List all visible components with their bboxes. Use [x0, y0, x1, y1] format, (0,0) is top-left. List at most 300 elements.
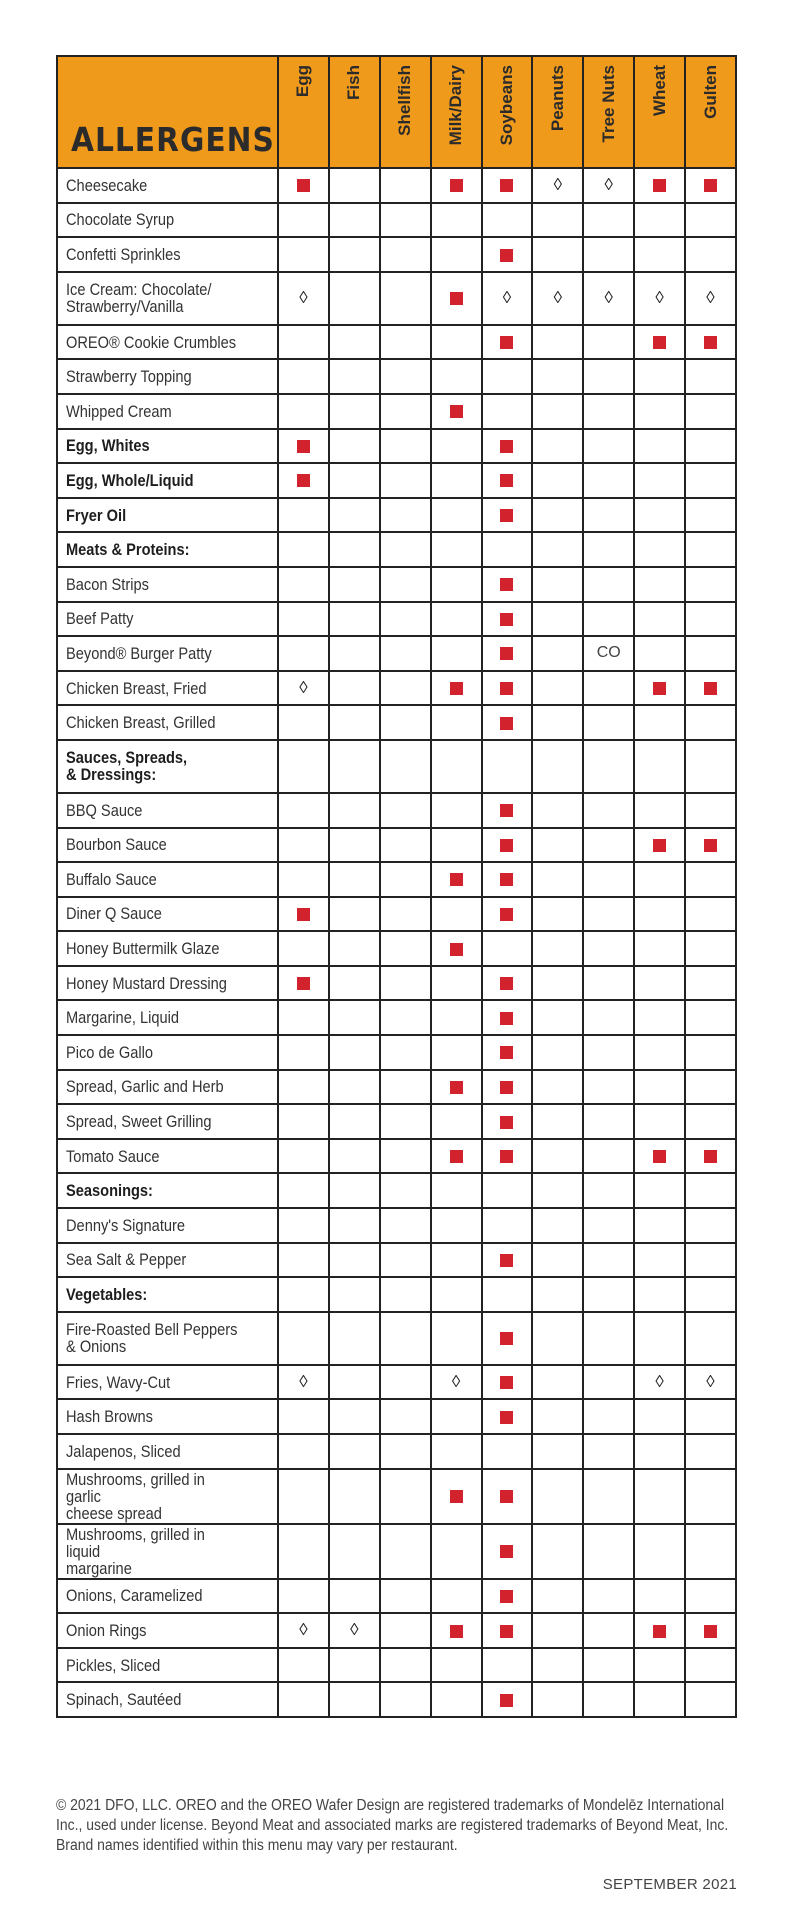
- allergen-cell: [532, 602, 583, 637]
- allergen-cell: [329, 636, 380, 671]
- allergen-cell: [685, 1277, 736, 1312]
- allergen-cell: [380, 1434, 431, 1469]
- allergen-cell: [634, 602, 685, 637]
- allergen-cell: [380, 705, 431, 740]
- allergen-cell: [583, 1469, 634, 1524]
- column-header-wheat: Wheat: [634, 56, 685, 168]
- allergen-cell: [278, 862, 329, 897]
- allergen-cell: [431, 966, 482, 1001]
- allergen-cell: [685, 567, 736, 602]
- allergen-cell: [634, 897, 685, 932]
- allergen-cell: [482, 705, 533, 740]
- allergen-cell: [685, 168, 736, 203]
- allergen-table: [56, 55, 737, 1718]
- allergen-cell: [482, 1648, 533, 1683]
- allergen-cell: [634, 1173, 685, 1208]
- allergen-cell: [329, 1399, 380, 1434]
- contains-marker-icon: [500, 1046, 513, 1059]
- menu-item-name: Spread, Garlic and Herb: [57, 1070, 278, 1105]
- section-header-row: [57, 429, 736, 464]
- allergen-cell: [532, 966, 583, 1001]
- allergen-cell: [532, 1000, 583, 1035]
- contains-marker-icon: [500, 1376, 513, 1389]
- allergen-cell: [278, 1524, 329, 1579]
- contains-marker-icon: [704, 839, 717, 852]
- allergen-cell: [278, 1648, 329, 1683]
- allergen-cell: [583, 203, 634, 238]
- allergen-cell: [482, 897, 533, 932]
- menu-item-name: OREO® Cookie Crumbles: [57, 325, 278, 360]
- allergen-cell: [329, 1613, 380, 1648]
- menu-item-name: Sea Salt & Pepper: [57, 1243, 278, 1278]
- allergen-cell: [380, 966, 431, 1001]
- allergen-cell: [685, 1399, 736, 1434]
- contains-marker-icon: [500, 1694, 513, 1707]
- allergen-cell: [431, 1524, 482, 1579]
- allergen-cell: [278, 1399, 329, 1434]
- allergen-cell: [685, 1434, 736, 1469]
- contains-marker-icon: [500, 717, 513, 730]
- may-contain-diamond-icon: ◊: [299, 1372, 308, 1392]
- allergen-cell: [634, 671, 685, 706]
- contains-marker-icon: [450, 1081, 463, 1094]
- allergen-cell: [329, 429, 380, 464]
- allergen-cell: [685, 897, 736, 932]
- allergen-cell: [583, 429, 634, 464]
- menu-item-name: Bourbon Sauce: [57, 828, 278, 863]
- allergen-cell: [532, 828, 583, 863]
- allergen-cell: [634, 828, 685, 863]
- menu-item-name: Strawberry Topping: [57, 359, 278, 394]
- allergen-cell: [532, 394, 583, 429]
- allergen-cell: [634, 463, 685, 498]
- allergen-cell: [583, 1243, 634, 1278]
- contains-marker-icon: [500, 1116, 513, 1129]
- allergen-cell: [329, 1208, 380, 1243]
- allergen-cell: [431, 1277, 482, 1312]
- allergen-cell: [278, 272, 329, 325]
- allergen-cell: [329, 394, 380, 429]
- allergen-cell: [685, 429, 736, 464]
- menu-item-name: BBQ Sauce: [57, 793, 278, 828]
- allergen-cell: [482, 429, 533, 464]
- allergen-cell: [583, 1208, 634, 1243]
- contains-marker-icon: [500, 440, 513, 453]
- allergen-cell: [278, 1613, 329, 1648]
- allergen-cell: [482, 1139, 533, 1174]
- table-row: [57, 359, 736, 394]
- contains-marker-icon: [450, 179, 463, 192]
- table-row: [57, 1243, 736, 1278]
- allergen-cell: [634, 532, 685, 567]
- allergen-cell: [278, 203, 329, 238]
- allergen-cell: [380, 636, 431, 671]
- allergen-cell: [278, 828, 329, 863]
- allergen-cell: [380, 1000, 431, 1035]
- menu-item-name: Pickles, Sliced: [57, 1648, 278, 1683]
- contains-marker-icon: [500, 509, 513, 522]
- allergen-cell: [482, 1000, 533, 1035]
- menu-item-name: Buffalo Sauce: [57, 862, 278, 897]
- table-row: [57, 931, 736, 966]
- allergen-cell: [380, 671, 431, 706]
- contains-marker-icon: [704, 336, 717, 349]
- may-contain-diamond-icon: ◊: [706, 1372, 715, 1392]
- allergen-cell: [380, 1469, 431, 1524]
- allergen-cell: [278, 1208, 329, 1243]
- allergen-cell: [532, 862, 583, 897]
- allergen-cell: [634, 1579, 685, 1614]
- allergen-cell: [583, 532, 634, 567]
- table-row: [57, 1035, 736, 1070]
- allergen-cell: [380, 740, 431, 793]
- table-row: [57, 325, 736, 360]
- contains-marker-icon: [500, 1081, 513, 1094]
- allergen-cell: [482, 602, 533, 637]
- may-contain-diamond-icon: ◊: [553, 288, 563, 308]
- allergen-cell: [482, 359, 533, 394]
- allergen-cell: [380, 793, 431, 828]
- allergen-cell: [431, 602, 482, 637]
- allergen-cell: [583, 1277, 634, 1312]
- allergen-cell: [482, 1682, 533, 1717]
- allergen-cell: [380, 1139, 431, 1174]
- allergen-cell: [431, 498, 482, 533]
- table-row: [57, 828, 736, 863]
- allergen-cell: [583, 1434, 634, 1469]
- allergen-cell: [380, 1277, 431, 1312]
- may-contain-diamond-icon: ◊: [553, 175, 563, 195]
- allergen-cell: [278, 1139, 329, 1174]
- allergen-cell: [685, 602, 736, 637]
- contains-marker-icon: [500, 682, 513, 695]
- allergen-cell: [685, 931, 736, 966]
- table-row: [57, 1070, 736, 1105]
- allergen-cell: [329, 740, 380, 793]
- allergen-cell: [634, 793, 685, 828]
- menu-item-name: Chicken Breast, Fried: [57, 671, 278, 706]
- allergen-cell: [482, 1399, 533, 1434]
- column-header-peanuts: Peanuts: [532, 56, 583, 168]
- allergen-cell: [685, 1312, 736, 1365]
- section-header-row: [57, 1173, 736, 1208]
- table-row: [57, 1524, 736, 1579]
- contains-marker-icon: [500, 249, 513, 262]
- allergen-cell: [278, 1312, 329, 1365]
- allergen-cell: [431, 1035, 482, 1070]
- allergen-cell: [482, 325, 533, 360]
- allergen-cell: [634, 1648, 685, 1683]
- allergen-cell: [583, 1365, 634, 1400]
- contains-marker-icon: [500, 873, 513, 886]
- allergen-cell: [329, 1434, 380, 1469]
- contains-marker-icon: [450, 873, 463, 886]
- allergen-cell: [329, 325, 380, 360]
- menu-item-name: Fire-Roasted Bell Peppers & Onions: [57, 1312, 278, 1365]
- allergen-cell: [329, 532, 380, 567]
- allergen-cell: [329, 272, 380, 325]
- menu-item-name: Spinach, Sautéed: [57, 1682, 278, 1717]
- contains-marker-icon: [500, 613, 513, 626]
- section-header-row: [57, 498, 736, 533]
- allergen-cell: [380, 1365, 431, 1400]
- allergen-cell: [532, 931, 583, 966]
- allergens-title: ALLERGENS: [57, 56, 278, 168]
- allergen-cell: [482, 203, 533, 238]
- column-header-fish: Fish: [329, 56, 380, 168]
- allergen-cell: [431, 325, 482, 360]
- menu-item-name: Onions, Caramelized: [57, 1579, 278, 1614]
- allergen-cell: [482, 931, 533, 966]
- contains-marker-icon: [500, 1150, 513, 1163]
- allergen-cell: [431, 740, 482, 793]
- table-row: [57, 671, 736, 706]
- section-label: Seasonings:: [57, 1173, 278, 1208]
- allergen-cell: [431, 203, 482, 238]
- allergen-cell: [532, 1434, 583, 1469]
- copyright-footnote: © 2021 DFO, LLC. OREO and the OREO Wafer Design are registered trademarks of Mondelēz International Inc., used under license. Beyond Meat and associated marks are registered trademarks of Beyond Meat, Inc. Brand names identified within this menu may vary per restaurant.: [56, 1797, 729, 1854]
- allergen-cell: [329, 1579, 380, 1614]
- allergen-cell: [482, 1035, 533, 1070]
- allergen-cell: [329, 828, 380, 863]
- menu-item-name: Denny's Signature: [57, 1208, 278, 1243]
- allergen-cell: [431, 237, 482, 272]
- contains-marker-icon: [450, 682, 463, 695]
- contains-marker-icon: [450, 1150, 463, 1163]
- allergen-cell: [278, 394, 329, 429]
- table-row: [57, 394, 736, 429]
- allergen-cell: [431, 1208, 482, 1243]
- allergen-cell: [482, 966, 533, 1001]
- allergen-cell: [685, 272, 736, 325]
- allergen-cell: [431, 1469, 482, 1524]
- menu-item-name: Mushrooms, grilled in liquid margarine: [57, 1524, 278, 1579]
- allergen-cell: [532, 1035, 583, 1070]
- allergen-cell: [634, 272, 685, 325]
- section-label: Meats & Proteins:: [57, 532, 278, 567]
- table-row: [57, 793, 736, 828]
- contains-marker-icon: [500, 839, 513, 852]
- contains-marker-icon: [500, 336, 513, 349]
- allergen-cell: [532, 203, 583, 238]
- table-row: [57, 203, 736, 238]
- allergen-cell: [532, 671, 583, 706]
- allergen-cell: [583, 359, 634, 394]
- contains-marker-icon: [704, 179, 717, 192]
- contains-marker-icon: [500, 578, 513, 591]
- allergen-cell: [685, 828, 736, 863]
- allergen-cell: [685, 1579, 736, 1614]
- allergen-cell: [583, 793, 634, 828]
- allergen-cell: [278, 498, 329, 533]
- section-header-row: [57, 1277, 736, 1312]
- allergen-cell: [380, 272, 431, 325]
- allergen-cell: [329, 1035, 380, 1070]
- allergen-cell: [583, 567, 634, 602]
- contains-marker-icon: [297, 179, 310, 192]
- allergen-cell: [583, 394, 634, 429]
- allergen-cell: [532, 1104, 583, 1139]
- allergen-cell: [431, 359, 482, 394]
- allergen-cell: [329, 1104, 380, 1139]
- allergen-cell: [482, 1243, 533, 1278]
- may-contain-diamond-icon: ◊: [604, 288, 613, 308]
- allergen-cell: [685, 793, 736, 828]
- allergen-cell: [482, 1312, 533, 1365]
- may-contain-diamond-icon: ◊: [502, 288, 512, 308]
- menu-item-name: Onion Rings: [57, 1613, 278, 1648]
- allergen-cell: [380, 237, 431, 272]
- allergen-cell: [431, 862, 482, 897]
- allergen-cell: [431, 1579, 482, 1614]
- header-row: [57, 56, 736, 168]
- table-row: [57, 1139, 736, 1174]
- table-row: [57, 705, 736, 740]
- allergen-cell: [634, 1613, 685, 1648]
- allergen-cell: [532, 1070, 583, 1105]
- menu-item-name: Ice Cream: Chocolate/ Strawberry/Vanilla: [57, 272, 278, 325]
- allergen-cell: [431, 429, 482, 464]
- menu-item-name: Jalapenos, Sliced: [57, 1434, 278, 1469]
- section-label: Egg, Whole/Liquid: [57, 463, 278, 498]
- allergen-cell: [532, 429, 583, 464]
- allergen-cell: [583, 931, 634, 966]
- allergen-cell: [431, 931, 482, 966]
- allergen-cell: [685, 1524, 736, 1579]
- allergen-cell: [634, 966, 685, 1001]
- allergen-cell: [431, 1070, 482, 1105]
- allergen-cell: [685, 1648, 736, 1683]
- table-row: [57, 1208, 736, 1243]
- allergen-cell: [634, 1035, 685, 1070]
- contains-marker-icon: [653, 179, 666, 192]
- allergen-cell: [685, 1208, 736, 1243]
- may-contain-diamond-icon: ◊: [299, 288, 308, 308]
- allergen-cell: [634, 498, 685, 533]
- may-contain-diamond-icon: ◊: [299, 1620, 308, 1640]
- allergen-cell: [380, 1070, 431, 1105]
- allergen-cell: [482, 532, 533, 567]
- menu-item-name: Fries, Wavy-Cut: [57, 1365, 278, 1400]
- allergen-cell: [583, 1399, 634, 1434]
- allergen-cell: [329, 1243, 380, 1278]
- allergen-cell: [482, 272, 533, 325]
- allergen-cell: [482, 671, 533, 706]
- allergen-cell: [329, 1682, 380, 1717]
- may-contain-diamond-icon: ◊: [604, 175, 613, 195]
- allergen-cell: [532, 1524, 583, 1579]
- allergen-cell: [431, 705, 482, 740]
- allergen-cell: [278, 602, 329, 637]
- allergen-cell: [583, 272, 634, 325]
- contains-marker-icon: [653, 1625, 666, 1638]
- allergen-cell: [482, 1579, 533, 1614]
- allergen-cell: [431, 567, 482, 602]
- allergen-cell: [329, 1277, 380, 1312]
- contains-marker-icon: [500, 1590, 513, 1603]
- allergen-cell: [482, 1208, 533, 1243]
- allergen-cell: [380, 828, 431, 863]
- allergen-cell: [431, 828, 482, 863]
- allergen-cell: [431, 671, 482, 706]
- allergen-cell: [532, 1469, 583, 1524]
- contains-marker-icon: [500, 804, 513, 817]
- allergen-cell: [583, 1035, 634, 1070]
- allergen-cell: [329, 793, 380, 828]
- allergen-cell: [583, 862, 634, 897]
- table-row: [57, 1399, 736, 1434]
- allergen-cell: [329, 1139, 380, 1174]
- allergen-cell: [380, 498, 431, 533]
- allergen-cell: [278, 1277, 329, 1312]
- section-label: Egg, Whites: [57, 429, 278, 464]
- allergen-cell: [278, 1469, 329, 1524]
- allergen-cell: [482, 1434, 533, 1469]
- allergen-cell: [329, 671, 380, 706]
- allergen-cell: [329, 1000, 380, 1035]
- may-contain-diamond-icon: ◊: [706, 288, 715, 308]
- allergen-cell: [380, 463, 431, 498]
- allergen-cell: [278, 931, 329, 966]
- table-row: [57, 1312, 736, 1365]
- allergen-cell: [634, 1682, 685, 1717]
- menu-item-name: Chicken Breast, Grilled: [57, 705, 278, 740]
- allergen-cell: [634, 931, 685, 966]
- allergen-cell: [532, 740, 583, 793]
- allergen-cell: [583, 828, 634, 863]
- table-row: [57, 1434, 736, 1469]
- allergen-cell: [634, 1312, 685, 1365]
- may-contain-diamond-icon: ◊: [655, 1372, 664, 1392]
- contains-marker-icon: [297, 977, 310, 990]
- allergen-cell: [431, 1648, 482, 1683]
- column-header-soybeans: Soybeans: [482, 56, 533, 168]
- allergen-cell: [583, 1070, 634, 1105]
- allergen-cell: [329, 1312, 380, 1365]
- allergen-cell: [634, 1399, 685, 1434]
- allergen-cell: [380, 1104, 431, 1139]
- allergen-cell: [329, 931, 380, 966]
- allergen-cell: [329, 966, 380, 1001]
- allergen-cell: [583, 1648, 634, 1683]
- section-label: Sauces, Spreads, & Dressings:: [57, 740, 278, 793]
- table-row: [57, 1613, 736, 1648]
- contains-marker-icon: [653, 336, 666, 349]
- allergen-cell: [431, 1434, 482, 1469]
- allergen-cell: [329, 237, 380, 272]
- contains-marker-icon: [450, 292, 463, 305]
- table-row: [57, 1469, 736, 1524]
- contains-marker-icon: [500, 474, 513, 487]
- allergen-cell: [431, 897, 482, 932]
- allergen-cell: [634, 1365, 685, 1400]
- allergen-cell: [532, 897, 583, 932]
- table-row: [57, 1579, 736, 1614]
- allergen-cell: [634, 1000, 685, 1035]
- allergen-cell: [431, 394, 482, 429]
- contains-marker-icon: [297, 908, 310, 921]
- allergen-cell: [532, 1277, 583, 1312]
- menu-item-name: Pico de Gallo: [57, 1035, 278, 1070]
- menu-item-name: Bacon Strips: [57, 567, 278, 602]
- allergen-cell: [329, 567, 380, 602]
- table-row: [57, 636, 736, 671]
- table-row: [57, 567, 736, 602]
- allergen-cell: [532, 1399, 583, 1434]
- allergen-cell: [532, 636, 583, 671]
- allergen-cell: [380, 532, 431, 567]
- allergen-cell: [685, 636, 736, 671]
